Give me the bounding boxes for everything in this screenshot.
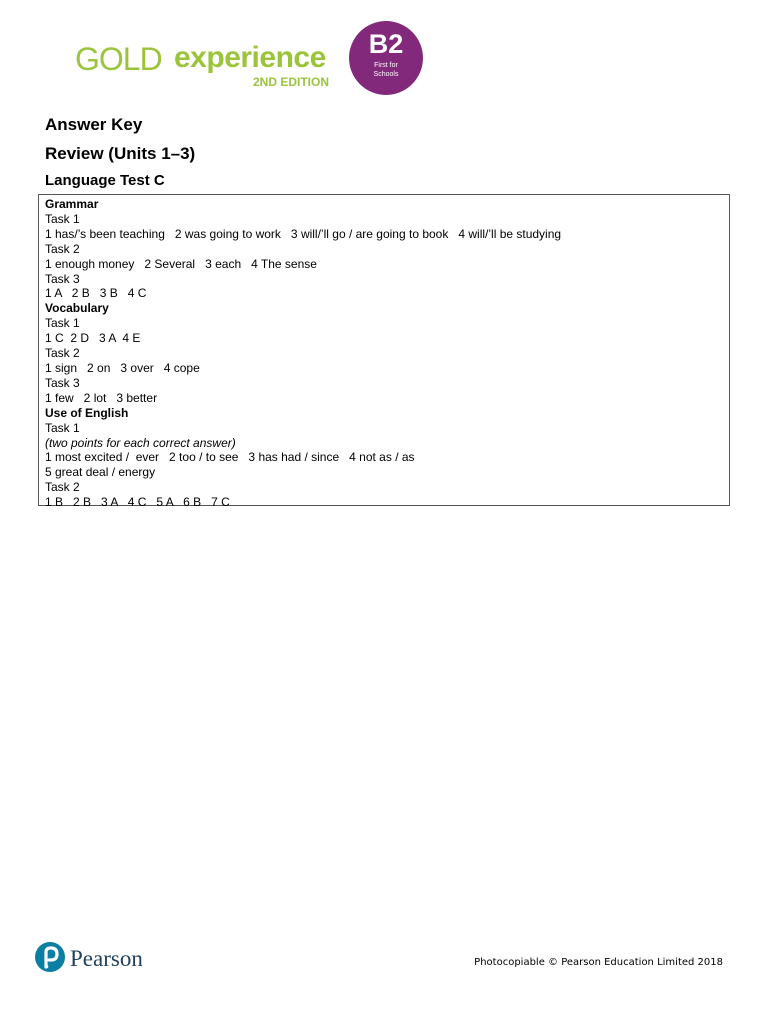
answer-line: Task 1	[45, 211, 80, 226]
answer-line: 1 B 2 B 3 A 4 C 5 A 6 B 7 C	[45, 495, 230, 510]
test-heading: Language Test C	[45, 172, 165, 189]
logo-gold-text: GOLD	[75, 41, 162, 77]
answer-key-title: Answer Key	[45, 115, 143, 134]
answer-line: 1 A 2 B 3 B 4 C	[45, 286, 147, 301]
answer-line: Task 1	[45, 420, 80, 435]
level-badge-sub1: First for	[374, 62, 398, 69]
answer-line: 1 few 2 lot 3 better	[45, 390, 158, 405]
logo-edition-text: 2ND EDITION	[253, 75, 330, 89]
level-badge-level: B2	[368, 29, 404, 59]
section-heading: Use of English	[45, 405, 129, 420]
level-badge-sub2: Schools	[373, 71, 399, 78]
pearson-wordmark: Pearson	[70, 946, 143, 971]
copyright-footer: Photocopiable © Pearson Education Limited 2018	[474, 957, 723, 968]
answer-line: Task 2	[45, 346, 80, 361]
answer-line: Task 2	[45, 241, 80, 256]
answer-line: Task 2	[45, 480, 80, 495]
section-heading: Vocabulary	[45, 301, 109, 316]
review-heading: Review (Units 1–3)	[45, 144, 196, 163]
answer-line: Task 3	[45, 271, 80, 286]
section-heading: Grammar	[45, 197, 99, 211]
answer-line: Task 1	[45, 316, 80, 331]
answer-line: 1 enough money 2 Several 3 each 4 The sense	[45, 256, 317, 271]
level-badge	[349, 21, 423, 95]
answer-line: 5 great deal / energy	[45, 465, 156, 480]
answer-line: (two points for each correct answer)	[45, 435, 236, 450]
answer-line: Task 3	[45, 375, 80, 390]
gold-experience-logo	[44, 12, 448, 104]
answer-line: 1 sign 2 on 3 over 4 cope	[45, 360, 200, 375]
pearson-logo	[34, 940, 146, 980]
answer-line: 1 C 2 D 3 A 4 E	[45, 331, 141, 346]
pearson-p-icon	[34, 940, 66, 974]
logo-experience-text: experience	[174, 41, 326, 74]
answer-line: 1 most excited / ever 2 too / to see 3 has had / since 4 not as / as	[45, 450, 415, 465]
answer-box	[38, 194, 730, 510]
answer-line: 1 has/’s been teaching 2 was going to work 3 will/’ll go / are going to book 4 will/’ll be studying	[45, 226, 562, 241]
